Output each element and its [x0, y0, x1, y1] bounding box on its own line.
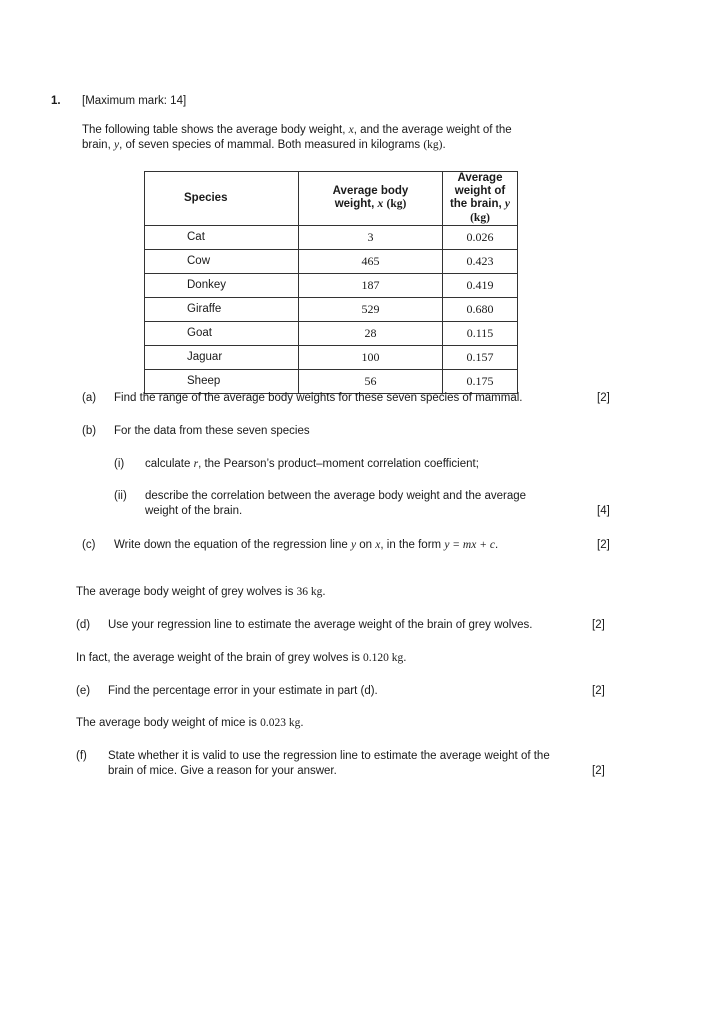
part-b-text: For the data from these seven species	[114, 425, 310, 437]
part-b-i-text: calculate r, the Pearson’s product–moment correlation coefficient;	[145, 458, 479, 470]
table-row	[145, 369, 518, 393]
cell-brain-weight: 0.419	[443, 273, 518, 297]
cell-body-weight: 100	[299, 345, 443, 369]
cell-species: Cat	[145, 225, 299, 249]
cell-species: Giraffe	[145, 297, 299, 321]
mice-info: The average body weight of mice is 0.023 kg.	[76, 717, 304, 729]
header-brain-line1: Average weight of	[454, 172, 506, 198]
part-e-text: Find the percentage error in your estimate in part (d).	[108, 685, 378, 697]
part-b-ii-line1: describe the correlation between the average body weight and the average	[145, 490, 527, 502]
table-row	[145, 249, 518, 273]
table-row	[145, 345, 518, 369]
header-body-weight	[299, 172, 443, 226]
part-c-marks: [2]	[597, 539, 610, 551]
part-d-marks: [2]	[592, 619, 605, 631]
header-body-line1: Average body	[332, 185, 409, 198]
intro-text-2: , of seven species of mammal. Both measured in kilograms	[119, 139, 421, 151]
cell-species: Goat	[145, 321, 299, 345]
table-header-row	[145, 172, 518, 226]
part-b-label: (b)	[82, 425, 97, 437]
wolves-fact: In fact, the average weight of the brain of grey wolves is 0.120 kg.	[76, 652, 407, 664]
intro-end: .	[442, 139, 446, 151]
part-b-i-label: (i)	[114, 458, 125, 470]
part-f-line2: brain of mice. Give a reason for your answer.	[108, 765, 337, 777]
part-b-ii-label: (ii)	[114, 490, 127, 502]
cell-species: Cow	[145, 249, 299, 273]
var-r: r	[193, 458, 199, 470]
part-e-marks: [2]	[592, 685, 605, 697]
part-f-marks: [2]	[592, 765, 605, 777]
cell-brain-weight: 0.423	[443, 249, 518, 273]
table-row	[145, 321, 518, 345]
header-brain-line2: the brain, y (kg)	[449, 198, 511, 224]
maximum-mark: [Maximum mark: 14]	[82, 95, 187, 107]
cell-body-weight: 56	[299, 369, 443, 393]
cell-species: Donkey	[145, 273, 299, 297]
intro-var-x: x	[348, 124, 354, 136]
part-c-label: (c)	[82, 539, 96, 551]
cell-brain-weight: 0.157	[443, 345, 518, 369]
wolves-info: The average body weight of grey wolves is 36 kg.	[76, 586, 326, 598]
cell-body-weight: 529	[299, 297, 443, 321]
cell-body-weight: 187	[299, 273, 443, 297]
cell-brain-weight: 0.115	[443, 321, 518, 345]
part-f-line1: State whether it is valid to use the regression line to estimate the average weight of the	[108, 750, 550, 762]
intro-text-cont: , and the average weight of the	[353, 124, 512, 136]
regression-form: y = mx + c	[444, 539, 495, 551]
part-b-ii-line2: weight of the brain.	[145, 505, 243, 517]
intro-line-2	[82, 139, 446, 151]
part-e-label: (e)	[76, 685, 91, 697]
cell-body-weight: 28	[299, 321, 443, 345]
question-number: 1.	[51, 95, 61, 107]
part-f-label: (f)	[76, 750, 87, 762]
part-c-text: Write down the equation of the regression line y on x, in the form y = mx + c.	[114, 539, 499, 551]
part-d-text: Use your regression line to estimate the average weight of the brain of grey wolves.	[108, 619, 533, 631]
mammal-data-table	[144, 171, 518, 394]
part-d-label: (d)	[76, 619, 91, 631]
intro-brain: brain,	[82, 139, 111, 151]
header-body-line2: weight, x (kg)	[334, 198, 407, 211]
cell-species: Jaguar	[145, 345, 299, 369]
cell-body-weight: 3	[299, 225, 443, 249]
part-a-text: Find the range of the average body weights for these seven species of mammal.	[114, 392, 523, 404]
cell-brain-weight: 0.680	[443, 297, 518, 321]
intro-line-1	[82, 124, 512, 136]
header-brain-weight	[443, 172, 518, 226]
header-species: Species	[145, 172, 299, 226]
table-row	[145, 297, 518, 321]
cell-brain-weight: 0.026	[443, 225, 518, 249]
part-a-label: (a)	[82, 392, 97, 404]
intro-var-y: y	[113, 139, 120, 151]
intro-unit: (kg)	[423, 139, 443, 151]
intro-text: The following table shows the average body weight,	[82, 124, 346, 136]
cell-body-weight: 465	[299, 249, 443, 273]
part-b-marks: [4]	[597, 505, 610, 517]
cell-brain-weight: 0.175	[443, 369, 518, 393]
table-row	[145, 273, 518, 297]
cell-species: Sheep	[145, 369, 299, 393]
table-row	[145, 225, 518, 249]
part-a-marks: [2]	[597, 392, 610, 404]
